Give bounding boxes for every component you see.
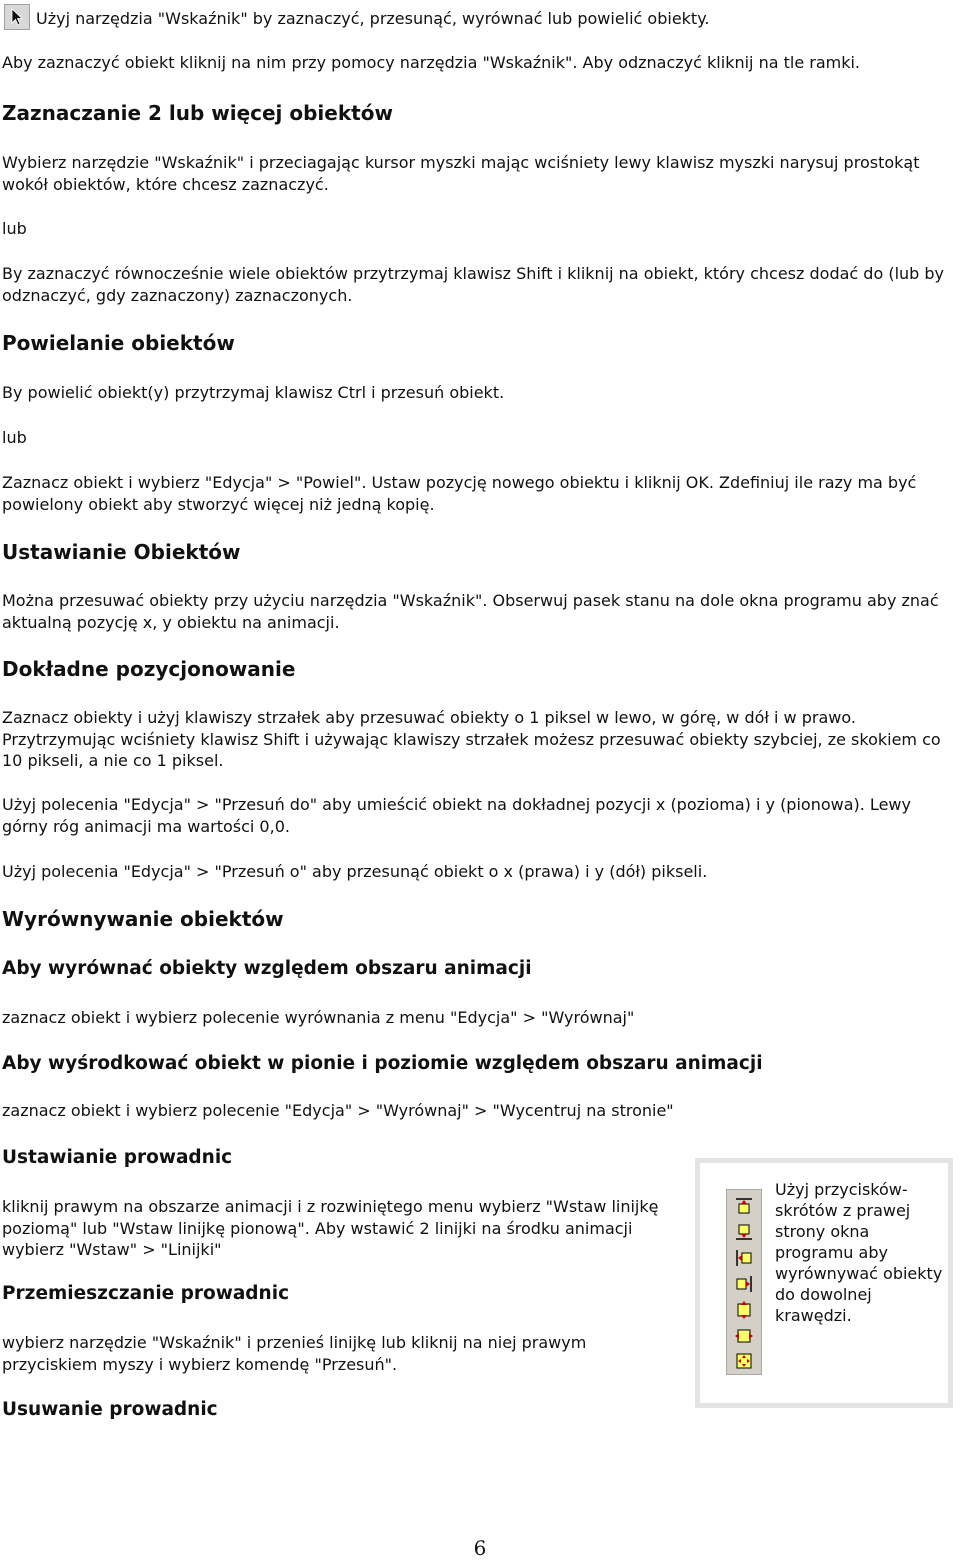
paragraph-select-shift: By zaznaczyć równocześnie wiele obiektów przytrzymaj klawisz Shift i kliknij na obiekt, który chcesz dodać do (lub by odznaczyć, gdy zaznaczony) zaznaczonych. (2, 264, 945, 305)
subheading-align-to-stage: Aby wyrównać obiekty względem obszaru animacji (2, 958, 532, 979)
heading-aligning: Wyrównywanie obiektów (2, 907, 284, 931)
center-vertical-icon[interactable] (734, 1300, 754, 1320)
intro-line-2: Aby zaznaczyć obiekt kliknij na nim przy pomocy narzędzia "Wskaźnik". Aby odznaczyć kliknij na tle ramki. (2, 53, 861, 72)
paragraph-move-by: Użyj polecenia "Edycja" > "Przesuń o" aby przesunąć obiekt o x (prawa) i y (dół) pikseli. (2, 862, 708, 881)
heading-moving-guides: Przemieszczanie prowadnic (2, 1283, 290, 1304)
align-right-icon[interactable] (734, 1274, 754, 1294)
alignment-tip-box (695, 1158, 953, 1408)
paragraph-select-drag: Wybierz narzędzie "Wskaźnik" i przeciagając kursor myszki mając wciśniety lewy klawisz myszki narysuj prostokąt wokół obiektów, które chcesz zaznaczyć. (2, 153, 920, 194)
heading-selecting-multiple: Zaznaczanie 2 lub więcej obiektów (2, 101, 393, 125)
center-page-icon[interactable] (734, 1351, 754, 1371)
heading-duplicating: Powielanie obiektów (2, 331, 235, 355)
or-label: lub (2, 219, 27, 238)
paragraph-move-guides: wybierz narzędzie "Wskaźnik" i przenieś linijkę lub kliknij na niej prawym przyciskiem myszy i wybierz komendę "Przesuń". (2, 1333, 587, 1374)
paragraph-duplicate-ctrl: By powielić obiekt(y) przytrzymaj klawisz Ctrl i przesuń obiekt. (2, 383, 505, 402)
or-label: lub (2, 428, 27, 447)
paragraph-positioning: Można przesuwać obiekty przy użyciu narzędzia "Wskaźnik". Obserwuj pasek stanu na dole okna programu aby znać aktualną pozycję x, y obiektu na animacji. (2, 591, 939, 632)
page-number: 6 (473, 1536, 487, 1560)
align-top-icon[interactable] (734, 1196, 754, 1216)
subheading-center-on-stage: Aby wyśrodkować obiekt w pionie i poziomie względem obszaru animacji (2, 1053, 763, 1074)
center-horizontal-icon[interactable] (734, 1326, 754, 1346)
heading-removing-guides: Usuwanie prowadnic (2, 1399, 218, 1420)
alignment-toolbar (726, 1189, 762, 1375)
align-left-icon[interactable] (734, 1248, 754, 1268)
alignment-tip-text: Użyj przycisków-skrótów z prawej strony okna programu aby wyrównywać obiekty do dowolnej krawędzi. (775, 1180, 943, 1325)
intro-line-1: Użyj narzędzia "Wskaźnik" by zaznaczyć, przesunąć, wyrównać lub powielić obiekty. (36, 9, 710, 28)
paragraph-duplicate-menu: Zaznacz obiekt i wybierz "Edycja" > "Powiel". Ustaw pozycję nowego obiektu i kliknij OK. Zdefiniuj ile razy ma być powielony obiekt aby stworzyć więcej niż jedną kopię. (2, 473, 917, 514)
heading-setting-guides: Ustawianie prowadnic (2, 1147, 233, 1168)
paragraph-align-menu: zaznacz obiekt i wybierz polecenie wyrównania z menu "Edycja" > "Wyrównaj" (2, 1008, 635, 1027)
align-bottom-icon[interactable] (734, 1222, 754, 1242)
paragraph-arrow-keys: Zaznacz obiekty i użyj klawiszy strzałek aby przesuwać obiekty o 1 piksel w lewo, w górę, w dół i w prawo. Przytrzymując wciśniety klawisz Shift i używając klawiszy strzałek możesz przesuwać obiekty szybciej, ze skokiem co 10 pikseli, a nie co 1 piksel. (2, 708, 941, 770)
paragraph-move-to: Użyj polecenia "Edycja" > "Przesuń do" aby umieścić obiekt na dokładnej pozycji x (pozioma) i y (pionowa). Lewy górny róg animacji ma wartości 0,0. (2, 795, 911, 836)
heading-precise-positioning: Dokładne pozycjonowanie (2, 657, 296, 681)
paragraph-insert-guides: kliknij prawym na obszarze animacji i z rozwiniętego menu wybierz "Wstaw linijkę poziomą" lub "Wstaw linijkę pionową". Aby wstawić 2 linijki na środku animacji wybierz "Wstaw" > "Linijki" (2, 1197, 659, 1259)
heading-positioning: Ustawianie Obiektów (2, 540, 241, 564)
paragraph-center-menu: zaznacz obiekt i wybierz polecenie "Edycja" > "Wyrównaj" > "Wycentruj na stronie" (2, 1101, 674, 1120)
pointer-tool-icon (4, 4, 30, 30)
